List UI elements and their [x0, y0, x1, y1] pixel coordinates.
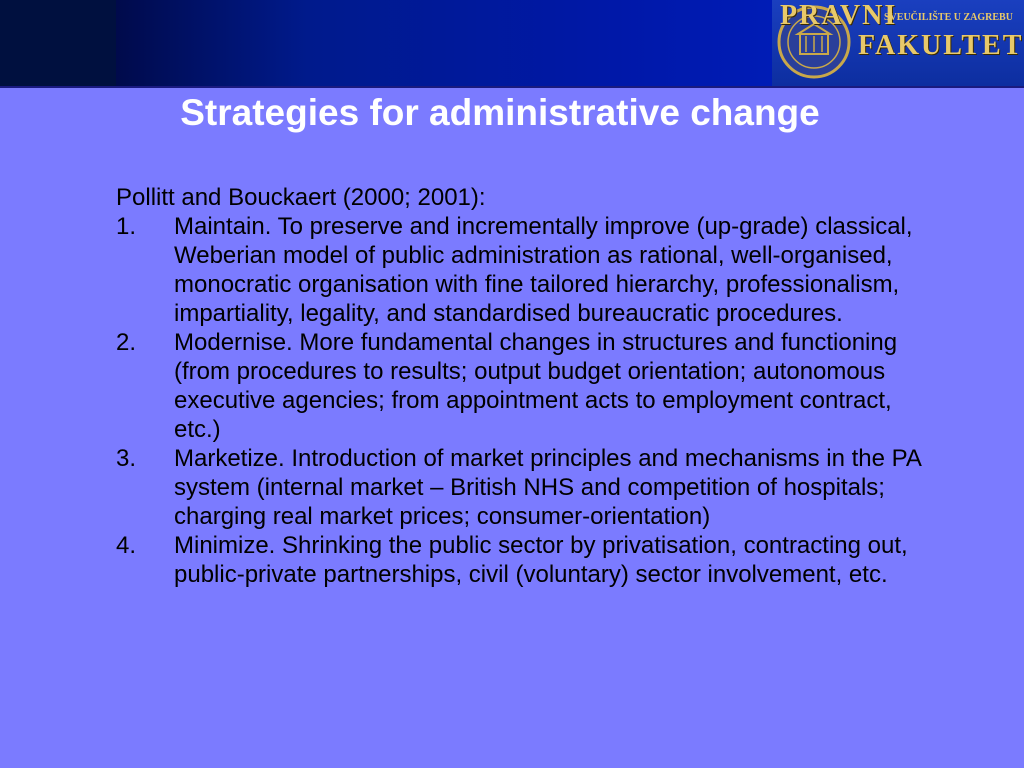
header-banner: [0, 0, 1024, 88]
slide-body: [116, 183, 936, 589]
list-item: [116, 531, 936, 589]
strategy-list: [116, 212, 936, 589]
list-item: [116, 328, 936, 444]
logo-word-fakultet: FAKULTET: [858, 30, 1024, 61]
list-item: [116, 212, 936, 328]
slide-title: Strategies for administrative change: [180, 92, 820, 133]
item-text: Marketize. Introduction of market principles and mechanisms in the PA system (internal market – British NHS and competition of hospitals; charging real market prices; consumer-orientation): [174, 445, 921, 530]
item-number: 3.: [116, 445, 137, 472]
intro-text: Pollitt and Bouckaert (2000; 2001):: [116, 184, 486, 211]
list-item: [116, 444, 936, 531]
banner-left-block: [0, 0, 116, 86]
item-number: 1.: [116, 213, 137, 240]
item-number: 4.: [116, 532, 137, 559]
item-text: Modernise. More fundamental changes in structures and functioning (from procedures to results; output budget orientation; autonomous executive agencies; from appointment acts to employment contract, etc.): [174, 329, 898, 443]
logo-university-name: SVEUČILIŠTE U ZAGREBU: [884, 12, 1013, 23]
faculty-logo: [772, 0, 1024, 86]
item-text: Maintain. To preserve and incrementally improve (up-grade) classical, Weberian model of public administration as rational, well-organised, monocratic organisation with fine tailored hierarchy, professionalism, impartiality, legality, and standardised bureaucratic procedures.: [174, 213, 913, 327]
item-text: Minimize. Shrinking the public sector by privatisation, contracting out, public-private partnerships, civil (voluntary) sector involvement, etc.: [174, 532, 908, 588]
item-number: 2.: [116, 329, 137, 356]
logo-word-pravni: PRAVNI: [780, 0, 898, 31]
